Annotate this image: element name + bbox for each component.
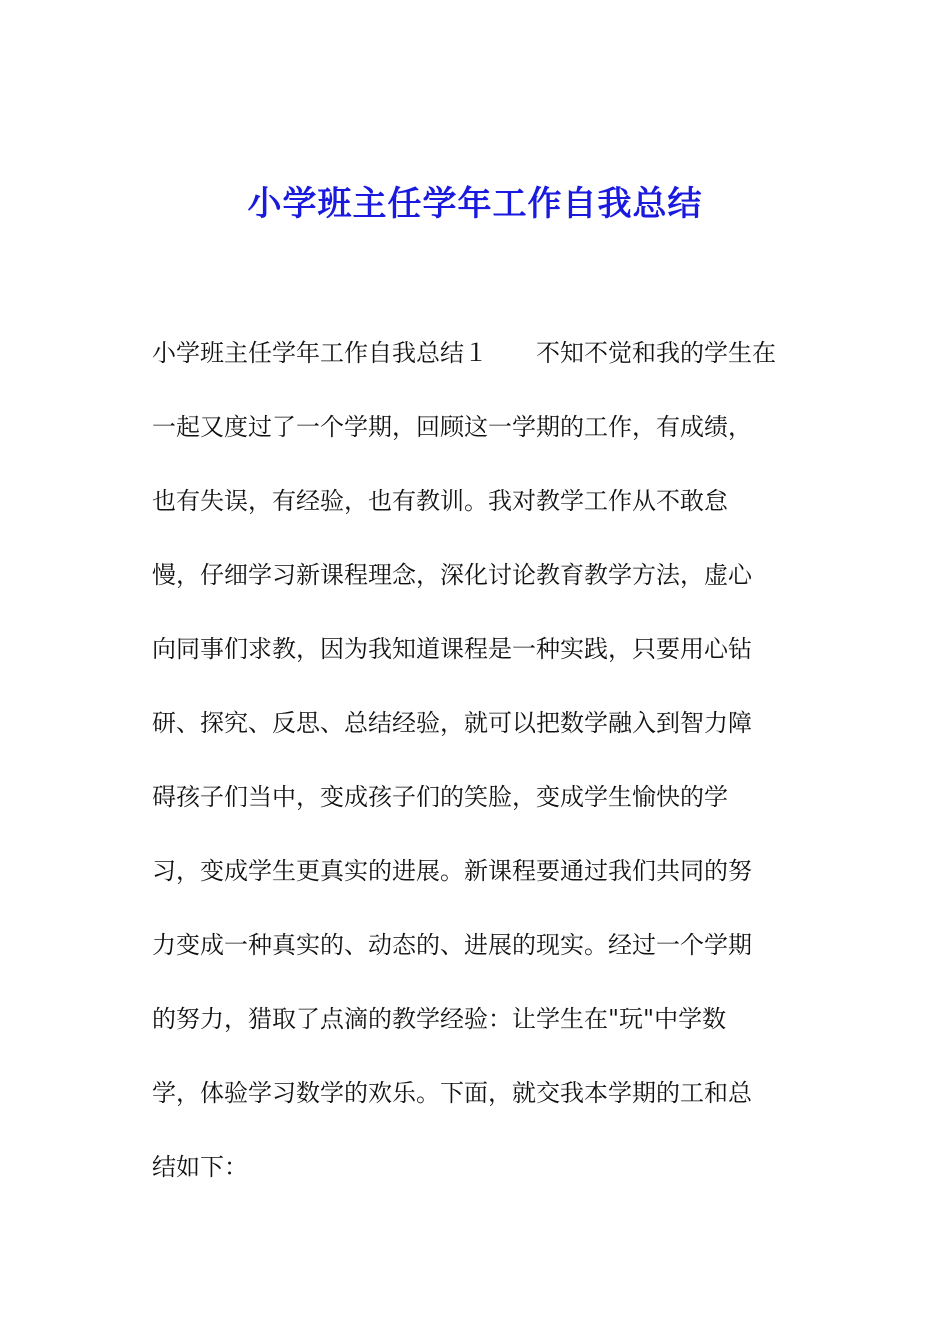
body-line: 碍孩子们当中，变成孩子们的笑脸，变成学生愉快的学 bbox=[152, 783, 728, 811]
body-line: 一起又度过了一个学期，回顾这一学期的工作，有成绩， bbox=[152, 413, 752, 441]
body-line: 学，体验学习数学的欢乐。下面，就交我本学期的工和总 bbox=[152, 1079, 752, 1107]
body-line: 研、探究、反思、总结经验，就可以把数学融入到智力障 bbox=[152, 709, 752, 737]
body-line: 也有失误，有经验，也有教训。我对教学工作从不敢怠 bbox=[152, 487, 728, 515]
body-line: 的努力，猎取了点滴的教学经验：让学生在"玩"中学数 bbox=[152, 1005, 727, 1033]
body-line: 小学班主任学年工作自我总结１ 不知不觉和我的学生在 bbox=[152, 339, 776, 367]
body-line: 慢，仔细学习新课程理念，深化讨论教育教学方法，虚心 bbox=[152, 561, 752, 589]
body-line: 力变成一种真实的、动态的、进展的现实。经过一个学期 bbox=[152, 931, 752, 959]
document-title: 小学班主任学年工作自我总结 bbox=[247, 184, 703, 224]
document-body bbox=[152, 330, 812, 1218]
body-line: 向同事们求教，因为我知道课程是一种实践，只要用心钻 bbox=[152, 635, 752, 663]
body-line: 结如下： bbox=[152, 1153, 248, 1181]
body-line: 习，变成学生更真实的进展。新课程要通过我们共同的努 bbox=[152, 857, 752, 885]
